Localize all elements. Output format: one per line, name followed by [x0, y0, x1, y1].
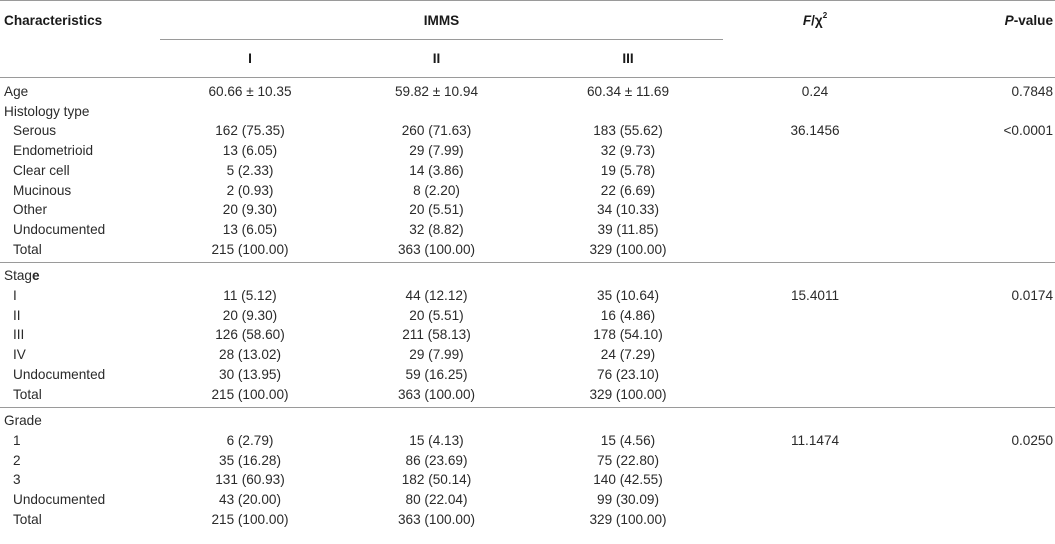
cell-p-value: 0.0250: [1011, 432, 1054, 448]
cell-p-value: [907, 263, 1055, 286]
cell-p-value: [907, 220, 1055, 240]
cell-group-iii: 60.34 ± 11.69: [586, 84, 670, 99]
cell-group-i: 20 (9.30): [222, 307, 278, 323]
section-heading-part: Stag: [4, 268, 32, 284]
cell-group-i: 43 (20.00): [219, 492, 281, 508]
cell-stat: [723, 345, 907, 365]
cell-group-ii: 182 (50.14): [401, 472, 472, 488]
header-p-suffix: -value: [1013, 12, 1054, 28]
cell-p-value: [907, 470, 1055, 490]
cell-p-value: <0.0001: [1003, 123, 1054, 139]
cell-p-value: [907, 345, 1055, 365]
table-row: [0, 161, 1055, 181]
section-heading-bold-part: e: [31, 268, 40, 284]
cell-group-ii: 86 (23.69): [405, 452, 468, 468]
cell-group-iii: 99 (30.09): [597, 492, 659, 508]
cell-p-value: [907, 240, 1055, 263]
cell-group-i: 30 (13.95): [219, 366, 281, 382]
cell-group-ii: 44 (12.12): [405, 288, 468, 304]
header-group-i: I: [160, 40, 340, 78]
table-row: [0, 431, 1055, 451]
cell-stat: [723, 490, 907, 510]
cell-group-ii: 260 (71.63): [401, 123, 472, 139]
table-row: [0, 181, 1055, 201]
row-label: Endometrioid: [13, 143, 94, 159]
row-label: Total: [13, 511, 42, 527]
cell-group-i: 5 (2.33): [226, 162, 274, 178]
table-row: [0, 286, 1055, 306]
cell-group-ii: [340, 102, 533, 122]
table-row: [0, 141, 1055, 161]
table-row: [0, 345, 1055, 365]
header-chi-superscript: 2: [822, 10, 828, 20]
cell-p-value: [907, 510, 1055, 530]
cell-group-i: 20 (9.30): [222, 202, 278, 218]
cell-group-ii: 59.82 ± 10.94: [394, 84, 479, 99]
cell-group-iii: 75 (22.80): [597, 452, 659, 468]
cell-group-i: 131 (60.93): [215, 472, 285, 488]
cell-p-value: [907, 490, 1055, 510]
cell-stat: 15.4011: [790, 288, 840, 304]
table-row: [0, 306, 1055, 326]
section-heading: Histology type: [4, 103, 90, 119]
cell-group-iii: 16 (4.86): [600, 307, 656, 323]
cell-group-iii: 19 (5.78): [600, 162, 656, 178]
header-chi-symbol: /χ: [811, 12, 823, 28]
cell-p-value: [907, 200, 1055, 220]
section-heading: [0, 263, 160, 286]
cell-group-ii: 363 (100.00): [340, 385, 533, 408]
cell-group-iii: 178 (54.10): [593, 327, 663, 343]
cell-group-ii: 29 (7.99): [409, 347, 464, 363]
section-heading-row: [0, 263, 1055, 286]
table-row: [0, 490, 1055, 510]
cell-p-value: [907, 365, 1055, 385]
row-label: Total: [0, 240, 160, 263]
cell-group-iii: [533, 408, 723, 431]
cell-group-i: 2 (0.93): [226, 182, 274, 198]
cell-group-ii: 15 (4.13): [409, 432, 464, 448]
cell-stat: [723, 385, 907, 408]
cell-group-i: 28 (13.02): [219, 347, 281, 363]
cell-group-iii: 183 (55.62): [593, 123, 663, 139]
row-label: Total: [0, 385, 160, 408]
table-row: [0, 325, 1055, 345]
row-label: IV: [13, 347, 26, 363]
cell-stat: [723, 510, 907, 530]
cell-group-ii: 80 (22.04): [405, 492, 468, 508]
row-label: 3: [13, 472, 21, 488]
section-heading-row: [0, 102, 1055, 122]
cell-group-ii: 29 (7.99): [409, 143, 464, 159]
row-label: I: [13, 288, 17, 304]
header-characteristics: Characteristics: [0, 1, 160, 40]
cell-group-ii: 14 (3.86): [409, 162, 464, 178]
cell-group-ii: 363 (100.00): [340, 240, 533, 263]
row-label: III: [13, 327, 25, 343]
section-heading-row: [0, 408, 1055, 431]
cell-group-i: [160, 263, 340, 286]
cell-group-i: 11 (5.12): [223, 288, 277, 304]
table-row: [0, 220, 1055, 240]
cell-stat: [723, 181, 907, 201]
row-label: Undocumented: [13, 366, 106, 382]
cell-group-i: 215 (100.00): [160, 240, 340, 263]
cell-p-value: [907, 306, 1055, 326]
cell-stat: [723, 306, 907, 326]
cell-group-i: 35 (16.28): [219, 452, 281, 468]
cell-stat: [723, 470, 907, 490]
cell-group-ii: [340, 408, 533, 431]
row-label: 2: [13, 452, 21, 468]
cell-stat: [723, 102, 907, 122]
table-row: [0, 451, 1055, 471]
table-row: [0, 510, 1055, 530]
cell-group-i: 126 (58.60): [215, 327, 285, 343]
cell-group-ii: 363 (100.00): [397, 511, 476, 527]
cell-group-iii: 24 (7.29): [600, 347, 656, 363]
cell-stat: [723, 220, 907, 240]
header-imms: IMMS: [160, 1, 723, 40]
cell-stat: 0.24: [801, 84, 829, 99]
row-label: Age: [4, 84, 29, 99]
cell-group-i: 60.66 ± 10.35: [208, 84, 292, 99]
cell-p-value: [907, 161, 1055, 181]
cell-group-ii: [340, 263, 533, 286]
cell-group-iii: 76 (23.10): [597, 366, 659, 382]
row-label: Undocumented: [13, 492, 106, 508]
cell-stat: 11.1474: [790, 432, 840, 448]
cell-group-ii: 59 (16.25): [405, 366, 468, 382]
cell-p-value: [907, 408, 1055, 431]
row-label: Serous: [13, 123, 57, 139]
cell-group-iii: 15 (4.56): [600, 432, 656, 448]
table-row: [0, 365, 1055, 385]
cell-group-i: 215 (100.00): [160, 385, 340, 408]
cell-group-i: [160, 408, 340, 431]
cell-stat: [723, 141, 907, 161]
table-row: [0, 385, 1055, 408]
cell-group-ii: 20 (5.51): [409, 202, 464, 218]
header-group-iii: III: [533, 40, 723, 78]
cell-group-iii: 22 (6.69): [600, 182, 656, 198]
cell-stat: [723, 451, 907, 471]
header-blank-p: [907, 40, 1055, 78]
cell-p-value: 0.0174: [1011, 288, 1054, 304]
cell-group-i: 215 (100.00): [211, 511, 289, 527]
header-blank-stat: [723, 40, 907, 78]
cell-p-value: [907, 451, 1055, 471]
cell-group-i: 13 (6.05): [222, 143, 278, 159]
cell-p-value: [907, 141, 1055, 161]
header-f-letter: F: [802, 12, 812, 28]
cell-stat: [723, 365, 907, 385]
table-row: [0, 470, 1055, 490]
table-row: [0, 200, 1055, 220]
table-row: [0, 78, 1055, 102]
cell-stat: [723, 263, 907, 286]
row-label: Clear cell: [13, 162, 70, 178]
cell-group-iii: [533, 102, 723, 122]
cell-p-value: [907, 325, 1055, 345]
cell-group-i: 162 (75.35): [215, 123, 285, 139]
cell-group-i: [160, 102, 340, 122]
cell-group-iii: 39 (11.85): [597, 221, 659, 237]
header-p-letter: P: [1004, 12, 1014, 28]
cell-group-ii: 32 (8.82): [409, 221, 464, 237]
cell-group-ii: 211 (58.13): [402, 327, 471, 343]
cell-stat: [723, 200, 907, 220]
header-f-chi2: [723, 1, 907, 40]
row-label: Undocumented: [13, 221, 106, 237]
cell-p-value: [907, 102, 1055, 122]
table-row: [0, 121, 1055, 141]
header-group-ii: II: [340, 40, 533, 78]
cell-group-ii: 8 (2.20): [413, 182, 460, 198]
header-blank-left: [0, 40, 160, 78]
row-label: Mucinous: [13, 182, 72, 198]
cell-group-i: 13 (6.05): [222, 221, 278, 237]
cell-group-iii: 35 (10.64): [597, 288, 659, 304]
header-p-value: [907, 1, 1055, 40]
cell-p-value: [907, 181, 1055, 201]
cell-group-iii: 329 (100.00): [533, 385, 723, 408]
cell-p-value: [907, 385, 1055, 408]
cell-stat: [723, 240, 907, 263]
cell-group-iii: [533, 263, 723, 286]
cell-stat: [723, 408, 907, 431]
cell-group-iii: 329 (100.00): [589, 511, 667, 527]
cell-group-iii: 140 (42.55): [593, 472, 663, 488]
row-label: 1: [13, 432, 21, 448]
cell-group-i: 6 (2.79): [226, 432, 274, 448]
section-heading: Grade: [4, 413, 42, 429]
table-row: [0, 240, 1055, 263]
cell-stat: [723, 161, 907, 181]
cell-group-iii: 34 (10.33): [597, 202, 659, 218]
cell-group-iii: 329 (100.00): [533, 240, 723, 263]
cell-stat: 36.1456: [790, 123, 840, 139]
row-label: II: [13, 307, 21, 323]
cell-stat: [723, 325, 907, 345]
row-label: Other: [13, 202, 47, 218]
cell-group-iii: 32 (9.73): [600, 143, 656, 159]
cell-group-ii: 20 (5.51): [409, 307, 464, 323]
cell-p-value: 0.7848: [1011, 84, 1054, 99]
